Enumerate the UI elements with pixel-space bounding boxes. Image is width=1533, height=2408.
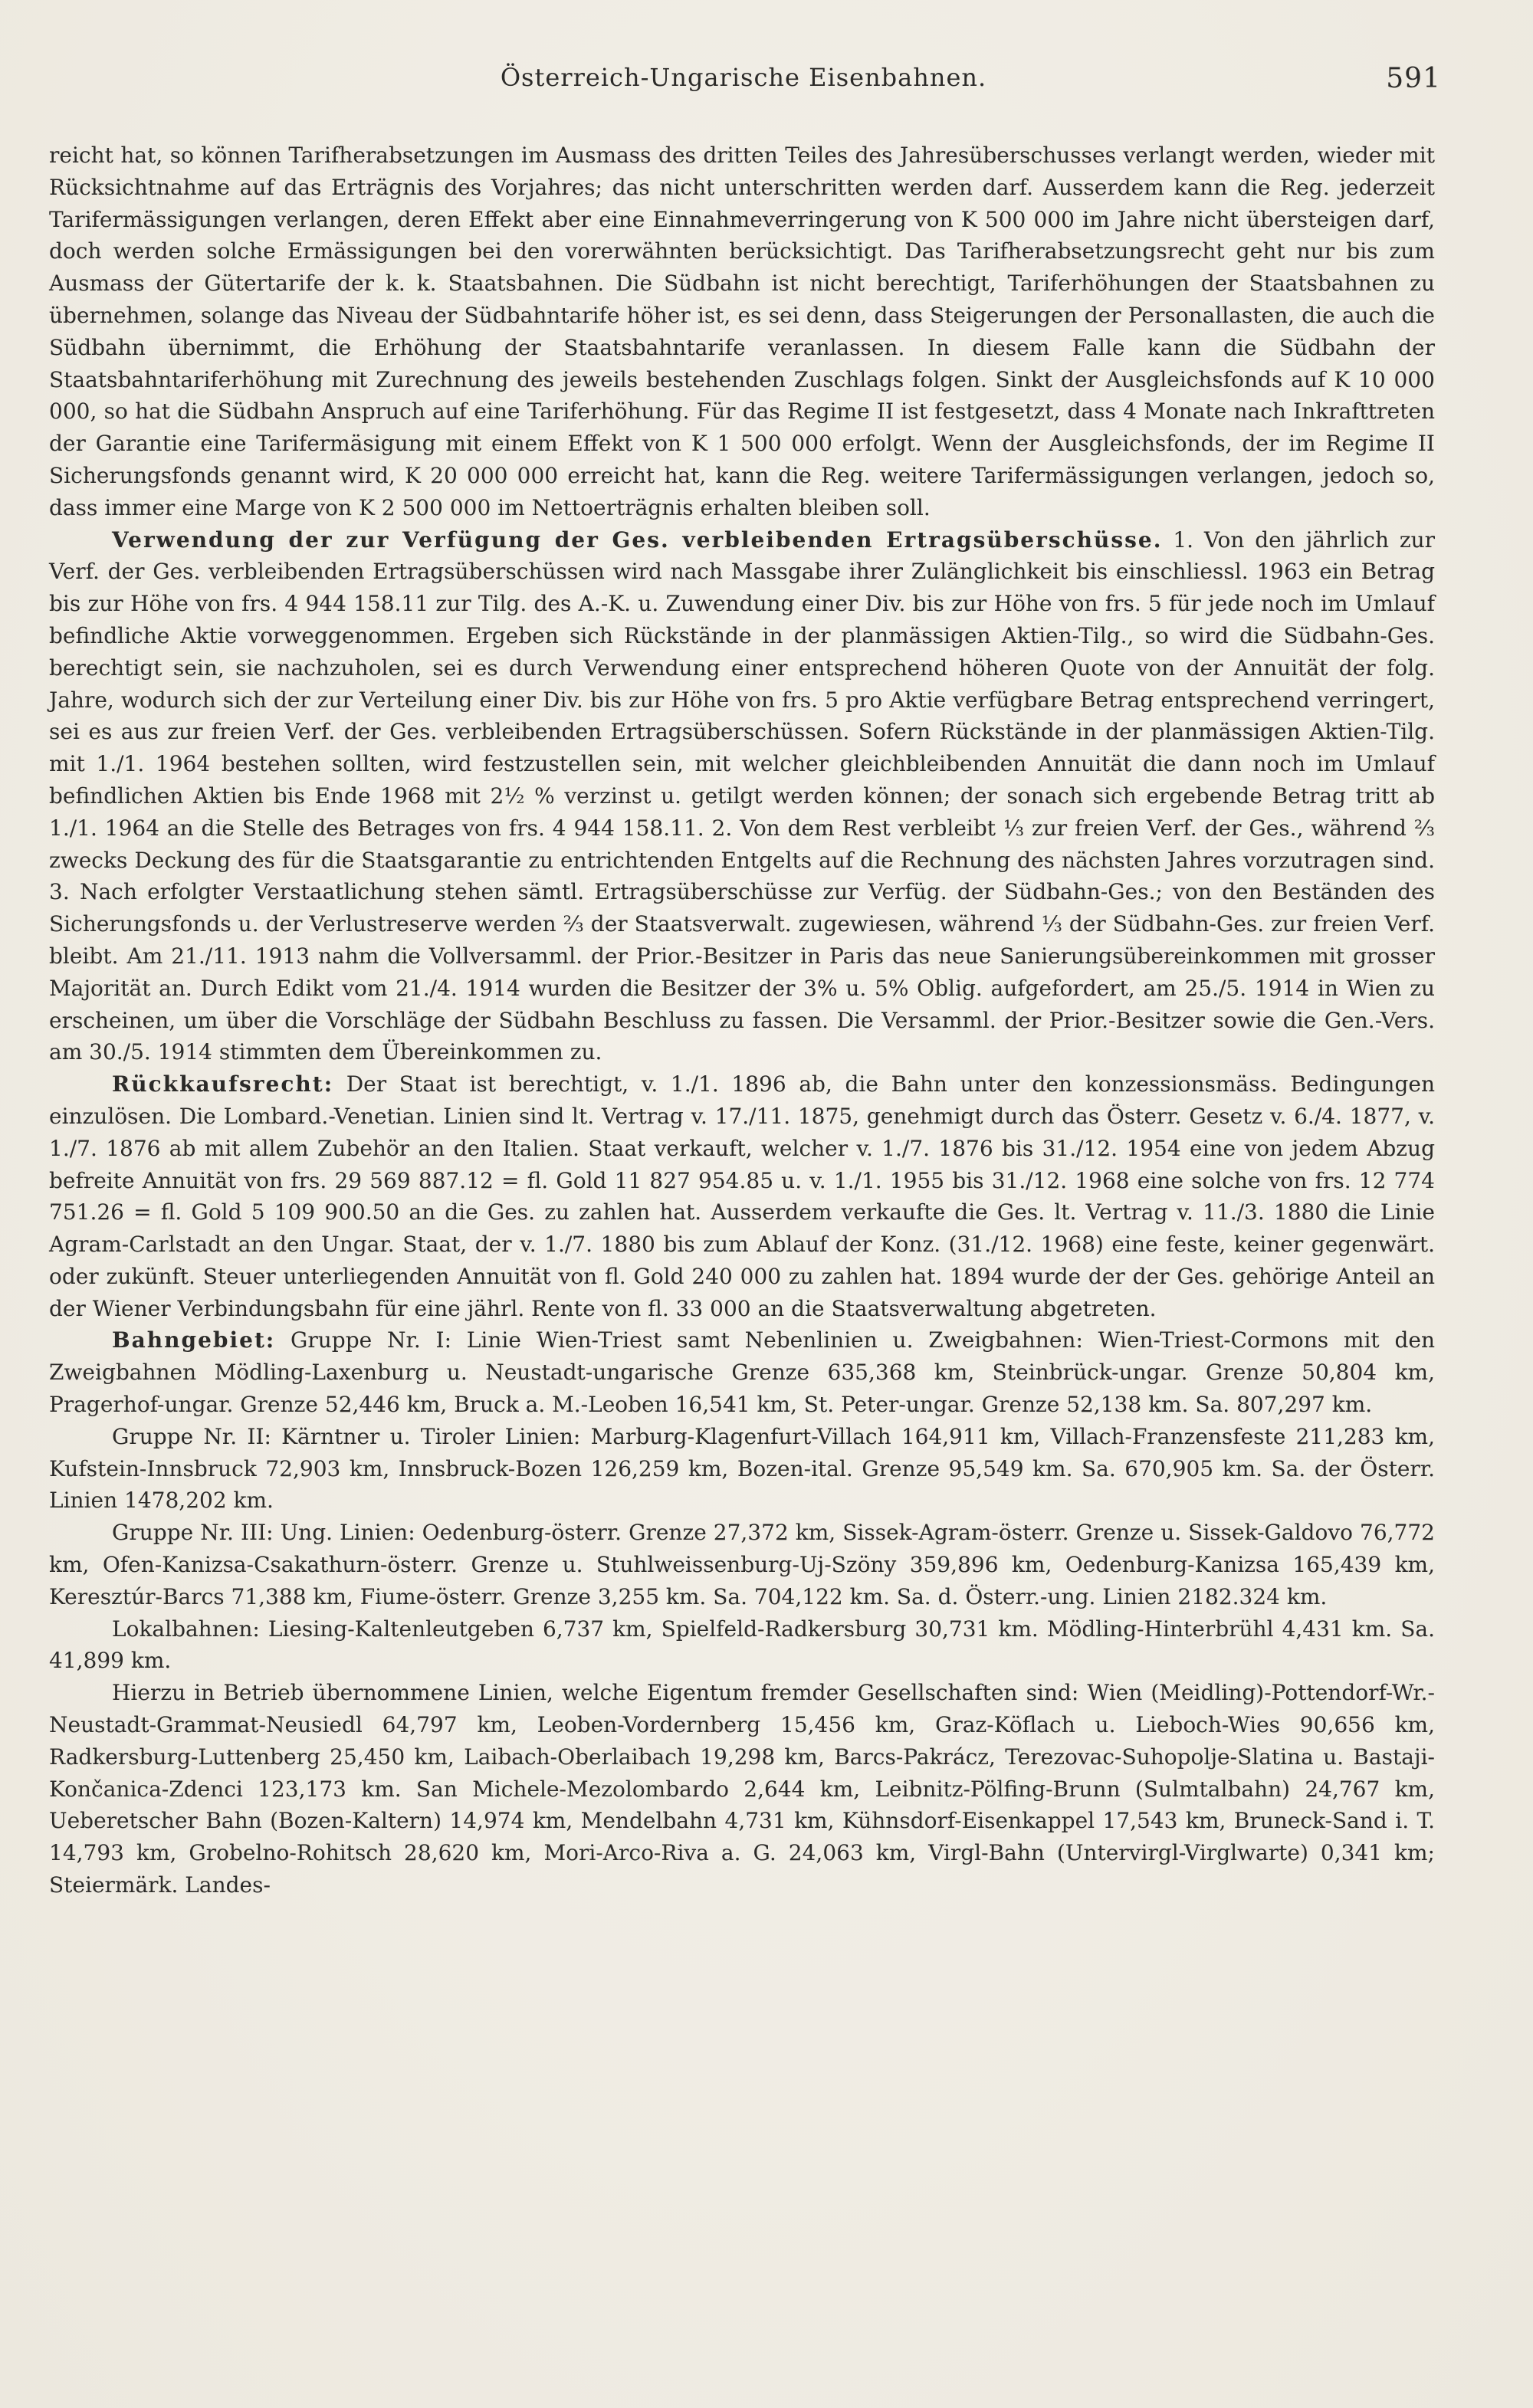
paragraph-text: Hierzu in Betrieb übernommene Linien, welche Eigentum fremder Gesellschaften sind: Wien (Meidling)-Pottendorf-Wr.-Neustadt-Grammat-Neusiedl 64,797 km, Leoben-Vordernberg 15,456 km, Graz-Köflach u. Lieboch-Wies 90,656 km, Radkersburg-Luttenberg 25,450 km, Laibach-Oberlaibach 19,298 km, Barcs-Pakrácz, Terezovac-Suhopolje-Slatina u. Bastaji-Končanica-Zdenci 123,173 km. San Michele-Mezolombardo 2,644 km, Leibnitz-Pölfing-Brunn (Sulmtalbahn) 24,767 km, Ueberetscher Bahn (Bozen-Kaltern) 14,974 km, Mendelbahn 4,731 km, Kühnsdorf-Eisenkappel 17,543 km, Bruneck-Sand i. T. 14,793 km, Grobelno-Rohitsch 28,620 km, Mori-Arco-Riva a. G. 24,063 km, Virgl-Bahn (Untervirgl-Virglwarte) 0,341 km; Steiermärk. Landes- [49,1680,1435,1898]
paragraph-text: 1. Von den jährlich zur Verf. der Ges. verbleibenden Ertragsüberschüssen wird nach Massgabe ihrer Zulänglichkeit bis einschliessl. 1963 ein Betrag bis zur Höhe von frs. 4 944 158.11 zur Tilg. des A.-K. u. Zuwendung einer Div. bis zur Höhe von frs. 5 für jede noch im Umlauf befindliche Aktie vorweggenommen. Ergeben sich Rückstände in der planmässigen Aktien-Tilg., so wird die Südbahn-Ges. berechtigt sein, sie nachzuholen, sei es durch Verwendung einer entsprechend höheren Quote von der Annuität der folg. Jahre, wodurch sich der zur Verteilung einer Div. bis zur Höhe von frs. 5 pro Aktie verfügbare Betrag entsprechend verringert, sei es aus zur freien Verf. der Ges. verbleibenden Ertragsüberschüssen. Sofern Rückstände in der planmässigen Aktien-Tilg. mit 1./1. 1964 bestehen sollten, wird festzustellen sein, mit welcher gleichbleibenden Annuität die dann noch im Umlauf befindlichen Aktien bis Ende 1968 mit 2½ % verzinst u. getilgt werden können; der sonach sich ergebende Betrag tritt ab 1./1. 1964 an die Stelle des Betrages von frs. 4 944 158.11. 2. Von dem Rest verbleibt ⅓ zur freien Verf. der Ges., während ⅔ zwecks Deckung des für die Staatsgarantie zu entrichtenden Entgelts auf die Rechnung des nächsten Jahres vorzutragen sind. 3. Nach erfolgter Verstaatlichung stehen sämtl. Ertragsüberschüsse zur Verfüg. der Südbahn-Ges.; von den Beständen des Sicherungsfonds u. der Verlustreserve werden ⅔ der Staatsverwalt. zugewiesen, während ⅓ der Südbahn-Ges. zur freien Verf. bleibt. Am 21./11. 1913 nahm die Vollversamml. der Prior.-Besitzer in Paris das neue Sanierungsübereinkommen mit grosser Majorität an. Durch Edikt vom 21./4. 1914 wurden die Besitzer der 3% u. 5% Oblig. aufgefordert, am 25./5. 1914 in Wien zu erscheinen, um über die Vorschläge der Südbahn Beschluss zu fassen. Die Versamml. der Prior.-Besitzer sowie die Gen.-Vers. am 30./5. 1914 stimmten dem Übereinkommen zu. [49,527,1435,1065]
paragraph-text: Der Staat ist berechtigt, v. 1./1. 1896 ab, die Bahn unter den konzessionsmäss. Bedingungen einzulösen. Die Lombard.-Venetian. Linien sind lt. Vertrag v. 17./11. 1875, genehmigt durch das Österr. Gesetz v. 6./4. 1877, v. 1./7. 1876 ab mit allem Zubehör an den Italien. Staat verkauft, welcher v. 1./7. 1876 bis 31./12. 1954 eine von jedem Abzug befreite Annuität von frs. 29 569 887.12 = fl. Gold 11 827 954.85 u. v. 1./1. 1955 bis 31./12. 1968 eine solche von frs. 12 774 751.26 = fl. Gold 5 109 900.50 an die Ges. zu zahlen hat. Ausserdem verkaufte die Ges. lt. Vertrag v. 11./3. 1880 die Linie Agram-Carlstadt an den Ungar. Staat, der v. 1./7. 1880 bis zum Ablauf der Konz. (31./12. 1968) eine feste, keiner gegenwärt. oder zukünft. Steuer unterliegenden Annuität von fl. Gold 240 000 zu zahlen hat. 1894 wurde der der Ges. gehörige Anteil an der Wiener Verbindungsbahn für eine jährl. Rente von fl. 33 000 an die Staatsverwaltung abgetreten. [49,1071,1435,1321]
paragraph-text: reicht hat, so können Tarifherabsetzungen im Ausmass des dritten Teiles des Jahresüberschusses verlangt werden, wieder mit Rücksichtnahme auf das Erträgnis des Vorjahres; das nicht unterschritten werden darf. Ausserdem kann die Reg. jederzeit Tarifermässigungen verlangen, deren Effekt aber eine Einnahmeverringerung von K 500 000 im Jahre nicht übersteigen darf, doch werden solche Ermässigungen bei den vorerwähnten berücksichtigt. Das Tarifherabsetzungsrecht geht nur bis zum Ausmass der Gütertarife der k. k. Staatsbahnen. Die Südbahn ist nicht berechtigt, Tariferhöhungen der Staatsbahnen zu übernehmen, solange das Niveau der Südbahntarife höher ist, es sei denn, dass Steigerungen der Personallasten, die auch die Südbahn übernimmt, die Erhöhung der Staatsbahntarife veranlassen. In diesem Falle kann die Südbahn der Staatsbahntariferhöhung mit Zurechnung des jeweils bestehenden Zuschlags folgen. Sinkt der Ausgleichsfonds auf K 10 000 000, so hat die Südbahn Anspruch auf eine Tariferhöhung. Für das Regime II ist festgesetzt, dass 4 Monate nach Inkrafttreten der Garantie eine Tarifermäsigung mit einem Effekt von K 1 500 000 erfolgt. Wenn der Ausgleichsfonds, der im Regime II Sicherungsfonds genannt wird, K 20 000 000 erreicht hat, kann die Reg. weitere Tarifermässigungen verlangen, jedoch so, dass immer eine Marge von K 2 500 000 im Nettoerträgnis erhalten bleiben soll. [49,143,1435,520]
page-number: 591 [1386,63,1441,94]
paragraph-text: Gruppe Nr. II: Kärntner u. Tiroler Linien: Marburg-Klagenfurt-Villach 164,911 km, Villach-Franzensfeste 211,283 km, Kufstein-Innsbruck 72,903 km, Innsbruck-Bozen 126,259 km, Bozen-ital. Grenze 95,549 km. Sa. 670,905 km. Sa. der Österr. Linien 1478,202 km. [49,1423,1435,1514]
section-heading-buyback: Rückkaufsrecht: [112,1071,334,1097]
paragraph-text: Gruppe Nr. III: Ung. Linien: Oedenburg-österr. Grenze 27,372 km, Sissek-Agram-österr. Grenze u. Sissek-Galdovo 76,772 km, Ofen-Kanizsa-Csakathurn-österr. Grenze u. Stuhlweissenburg-Uj-Szöny 359,896 km, Oedenburg-Kanizsa 165,439 km, Keresztúr-Barcs 71,388 km, Fiume-österr. Grenze 3,255 km. Sa. 704,122 km. Sa. d. Österr.-ung. Linien 2182.324 km. [49,1520,1435,1609]
paragraph-text: Lokalbahnen: Liesing-Kaltenleutgeben 6,737 km, Spielfeld-Radkersburg 30,731 km. Mödling-Hinterbrühl 4,431 km. Sa. 41,899 km. [49,1616,1435,1674]
paragraph-local-railways [49,1613,1435,1678]
section-heading-surplus: Verwendung der zur Verfügung der Ges. verbleibenden Ertragsüberschüsse. [112,527,1163,553]
paragraph-group-3 [49,1517,1435,1612]
paragraph-surplus-use [49,524,1435,1069]
body-text [49,139,1435,1901]
paragraph-group-2 [49,1421,1435,1517]
paragraph-buyback-right [49,1068,1435,1324]
running-head [46,63,1441,109]
paragraph-operated-lines [49,1677,1435,1901]
running-title: Österreich-Ungarische Eisenbahnen. [500,63,987,92]
section-heading-area: Bahngebiet: [112,1327,276,1353]
paragraph-text: Gruppe Nr. I: Linie Wien-Triest samt Nebenlinien u. Zweigbahnen: Wien-Triest-Cormons mit den Zweigbahnen Mödling-Laxenburg u. Neustadt-ungarische Grenze 635,368 km, Steinbrück-ungar. Grenze 50,804 km, Pragerhof-ungar. Grenze 52,446 km, Bruck a. M.-Leoben 16,541 km, St. Peter-ungar. Grenze 52,138 km. Sa. 807,297 km. [49,1327,1435,1418]
paragraph-tariff-reduction [49,139,1435,524]
paragraph-railway-area [49,1324,1435,1420]
